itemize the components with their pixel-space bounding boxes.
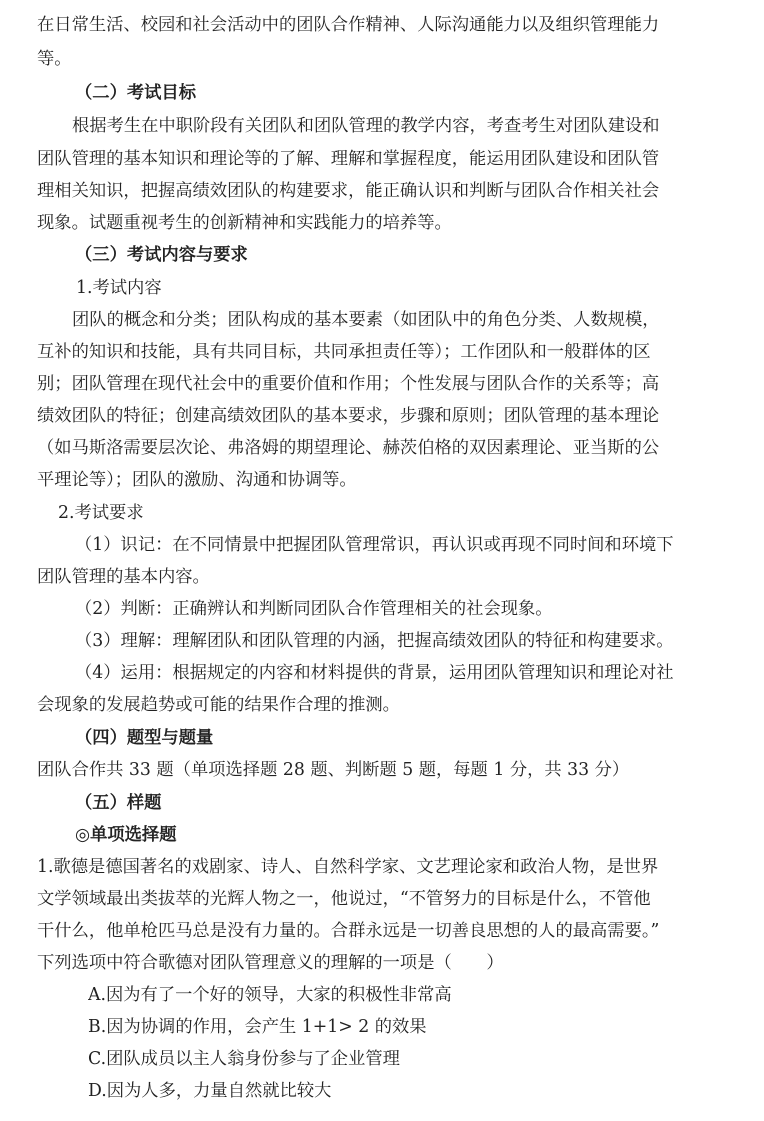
option-c: C.团队成员以主人翁身份参与了企业管理	[88, 1049, 400, 1069]
content-line-6: 平理论等）；团队的激励、沟通和协调等。	[37, 470, 357, 490]
section-2-paragraph-line-4: 现象。试题重视考生的创新精神和实践能力的培养等。	[37, 213, 452, 233]
requirement-4-line-1: （4）运用：根据规定的内容和材料提供的背景，运用团队管理知识和理论对社	[75, 663, 674, 683]
section-2-paragraph-line-1: 根据考生在中职阶段有关团队和团队管理的教学内容，考查考生对团队建设和	[72, 116, 660, 136]
section-3-subheading-content: 1.考试内容	[76, 278, 162, 298]
requirement-2: （2）判断：正确辨认和判断同团队合作管理相关的社会现象。	[75, 599, 553, 619]
section-5-subtitle: ◎单项选择题	[75, 825, 177, 845]
section-3-title: （三）考试内容与要求	[75, 245, 248, 265]
section-2-title: （二）考试目标	[75, 83, 196, 103]
requirement-1-line-2: 团队管理的基本内容。	[37, 567, 210, 587]
content-line-4: 绩效团队的特征；创建高绩效团队的基本要求，步骤和原则；团队管理的基本理论	[37, 406, 660, 426]
section-4-title: （四）题型与题量	[75, 728, 214, 748]
question-1-line-3: 干什么，他单枪匹马总是没有力量的。合群永远是一切善良思想的人的最高需要。”	[37, 921, 660, 941]
option-b: B.因为协调的作用，会产生 1+1> 2 的效果	[88, 1017, 427, 1037]
requirement-4-line-2: 会现象的发展趋势或可能的结果作合理的推测。	[37, 695, 400, 715]
question-1-line-4: 下列选项中符合歌德对团队管理意义的理解的一项是（ ）	[37, 953, 504, 973]
requirement-1-line-1: （1）识记：在不同情景中把握团队管理常识，再认识或再现不同时间和环境下	[75, 535, 674, 555]
content-line-2: 互补的知识和技能，具有共同目标，共同承担责任等）；工作团队和一般群体的区	[37, 342, 651, 362]
section-2-paragraph-line-3: 理相关知识，把握高绩效团队的构建要求，能正确认识和判断与团队合作相关社会	[37, 181, 660, 201]
content-line-5: （如马斯洛需要层次论、弗洛姆的期望理论、赫茨伯格的双因素理论、亚当斯的公	[37, 438, 660, 458]
section-5-title: （五）样题	[75, 793, 162, 813]
section-3-subheading-requirements: 2.考试要求	[58, 503, 144, 523]
intro-line-1: 在日常生活、校园和社会活动中的团队合作精神、人际沟通能力以及组织管理能力	[37, 15, 660, 35]
content-line-3: 别；团队管理在现代社会中的重要价值和作用；个性发展与团队合作的关系等；高	[37, 374, 660, 394]
option-a: A.因为有了一个好的领导，大家的积极性非常高	[88, 985, 452, 1005]
section-4-text: 团队合作共 33 题（单项选择题 28 题、判断题 5 题，每题 1 分，共 33 分）	[37, 760, 630, 780]
question-1-line-1: 1.歌德是德国著名的戏剧家、诗人、自然科学家、文艺理论家和政治人物，是世界	[37, 857, 659, 877]
requirement-3: （3）理解：理解团队和团队管理的内涵，把握高绩效团队的特征和构建要求。	[75, 631, 674, 651]
section-2-paragraph-line-2: 团队管理的基本知识和理论等的了解、理解和掌握程度，能运用团队建设和团队管	[37, 149, 660, 169]
question-1-line-2: 文学领域最出类拔萃的光辉人物之一，他说过，“不管努力的目标是什么，不管他	[37, 889, 651, 909]
option-d: D.因为人多，力量自然就比较大	[88, 1081, 332, 1101]
intro-line-2: 等。	[37, 49, 72, 69]
content-line-1: 团队的概念和分类；团队构成的基本要素（如团队中的角色分类、人数规模，	[72, 310, 660, 330]
